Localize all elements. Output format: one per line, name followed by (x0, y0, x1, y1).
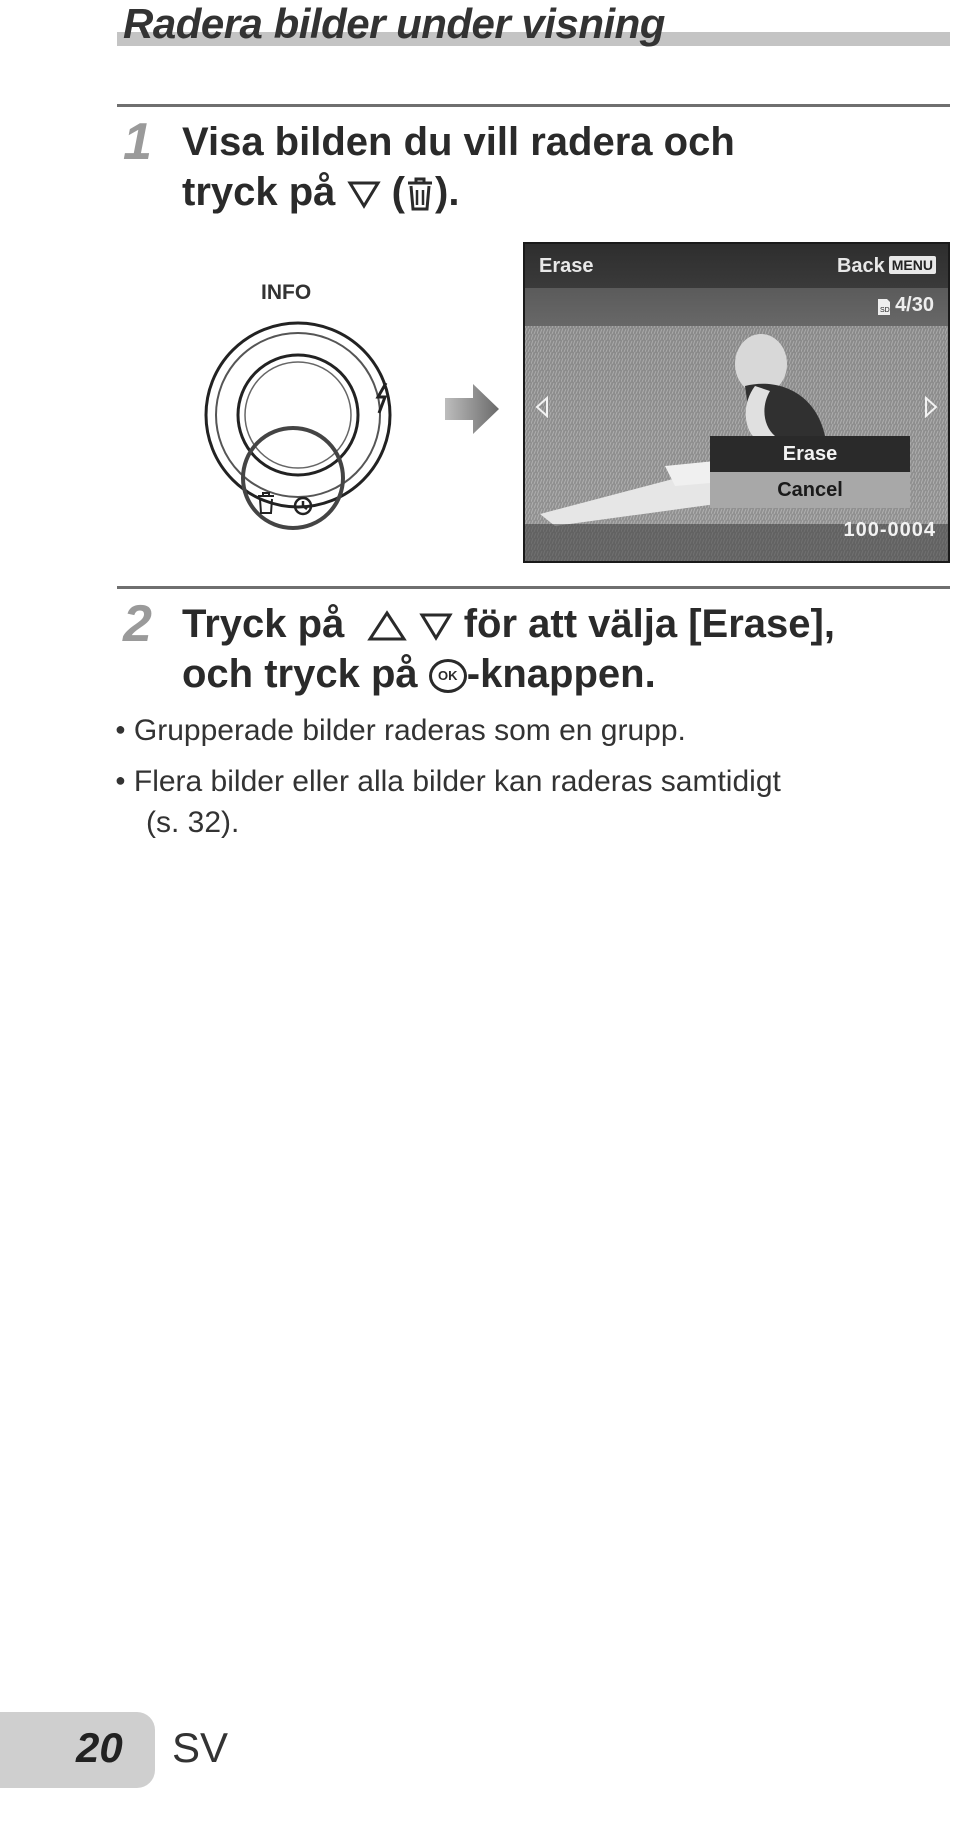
trash-icon (405, 176, 435, 212)
svg-text:SD: SD (879, 306, 890, 314)
trash-icon (258, 493, 274, 513)
ok-button-icon: OK (429, 659, 467, 693)
control-dial-illustration (190, 315, 410, 540)
step-number: 2 (123, 595, 152, 653)
bullet-item: ● Grupperade bilder raderas som en grupp. (115, 714, 686, 747)
previous-image-icon[interactable] (535, 396, 549, 418)
right-arrow-icon (445, 382, 501, 436)
bullet-dot-icon: ● (115, 770, 126, 790)
bullet-item: ● Flera bilder eller alla bilder kan raderas samtidigt (115, 765, 781, 798)
step-2-line-2: och tryck på OK -knappen. (182, 652, 656, 696)
down-triangle-icon (419, 611, 453, 641)
down-triangle-icon (347, 179, 381, 209)
up-triangle-icon (367, 610, 407, 642)
step-1-instruction (182, 117, 735, 217)
language-code: SV (172, 1724, 229, 1771)
cancel-option[interactable]: Cancel (710, 472, 910, 508)
section-divider (117, 104, 950, 107)
step-number: 1 (123, 113, 152, 171)
next-image-icon[interactable] (924, 396, 938, 418)
screen-mode-label: Erase (539, 255, 594, 277)
step-2-instruction (182, 599, 835, 699)
section-divider (117, 586, 950, 589)
back-label: Back (836, 255, 885, 277)
bullet-continuation: (s. 32). (146, 806, 240, 839)
erase-option[interactable]: Erase (710, 436, 910, 472)
menu-button-icon: MENU (889, 256, 936, 274)
bullet-dot-icon: ● (115, 719, 126, 739)
step-1-line-1: Visa bilden du vill radera och (182, 120, 735, 164)
file-number: 100-0004 (843, 519, 936, 541)
sd-card-icon (877, 298, 891, 316)
page-title: Radera bilder under visning (123, 0, 665, 47)
back-menu-hint[interactable] (837, 255, 936, 278)
step-2-line-1: Tryck på för att välja [Erase], (182, 602, 835, 646)
info-label: INFO (261, 281, 312, 304)
image-counter: SD 4/30 (877, 294, 934, 317)
screen-top-bar (525, 244, 948, 288)
step-1-line-2: tryck på ( ). (182, 170, 460, 214)
page-number: 20 (76, 1724, 123, 1771)
camera-screen (523, 242, 950, 563)
